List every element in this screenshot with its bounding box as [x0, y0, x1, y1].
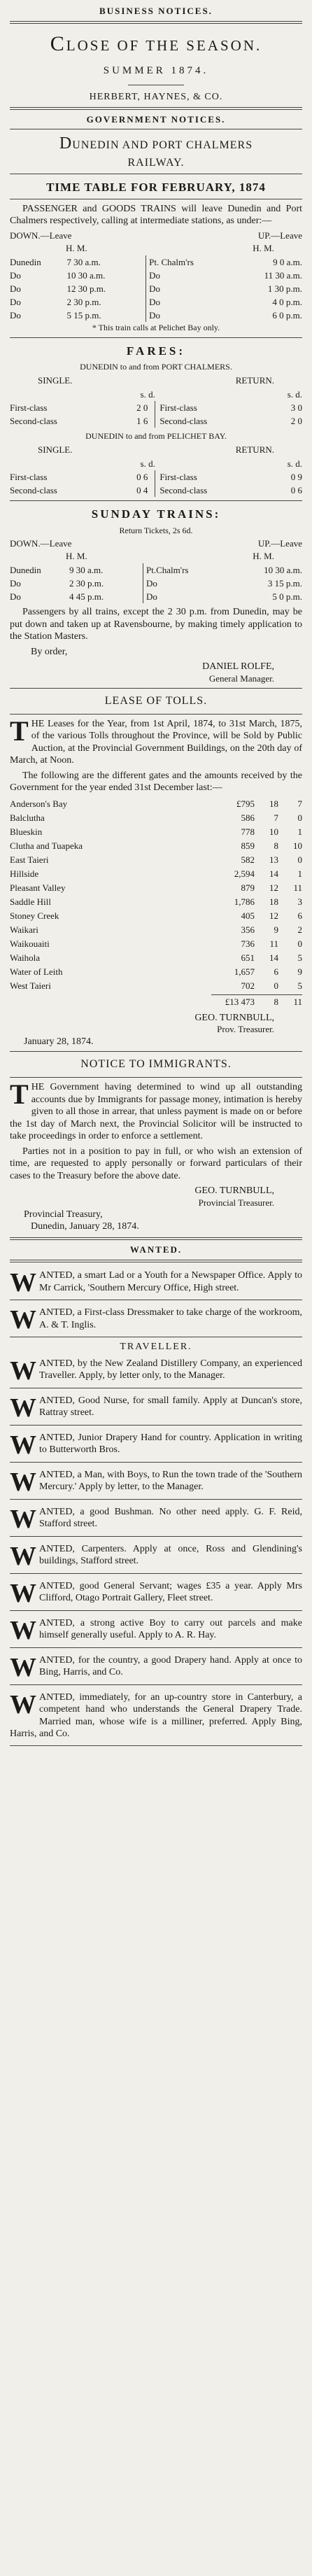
- toll-row: [10, 965, 302, 979]
- fare-class: First-class: [155, 401, 269, 414]
- divider: [10, 21, 302, 24]
- toll-row: [10, 825, 302, 839]
- tolls-text: THE Leases for the Year, from 1st April, 1874, to 31st March, 1875, of the various Tolls throughout the Province, will be Sold by Public Auction, at the Provincial Government Buildings, on the 20th day of March, at Noon.: [10, 715, 302, 766]
- toll-pence: 3: [297, 896, 302, 907]
- wanted-ad: [10, 1355, 302, 1384]
- fares-pelichet: DUNEDIN to and from PELICHET BAY.: [85, 431, 227, 442]
- divider: [10, 1051, 302, 1052]
- divider: [10, 1573, 302, 1574]
- toll-row: [10, 839, 302, 853]
- business-notices-header: BUSINESS NOTICES.: [99, 6, 213, 16]
- toll-pounds: 702: [241, 980, 255, 991]
- wanted-ad-text: ANTED, a Man, with Boys, to Run the town trade of the 'Southern Mercury.' Apply by letter, to the Manager.: [39, 1469, 302, 1492]
- down-time: 2 30 p.m.: [66, 297, 101, 307]
- drop-cap: W: [10, 1268, 36, 1297]
- down-time: 2 30 p.m.: [69, 578, 104, 589]
- toll-pence: 6: [297, 910, 302, 921]
- toll-pounds: 582: [241, 854, 255, 865]
- toll-shillings: 0: [274, 980, 278, 991]
- drop-cap: W: [10, 1615, 36, 1645]
- toll-pounds: 736: [241, 938, 255, 949]
- tolls-table: [10, 797, 302, 993]
- toll-pounds: 2,594: [234, 868, 255, 879]
- toll-row: [10, 923, 302, 937]
- wanted-ad: [10, 1267, 302, 1296]
- fares-row: [10, 401, 302, 414]
- toll-pounds: 879: [241, 882, 255, 893]
- wanted-ad: [10, 1304, 302, 1333]
- toll-pence: 1: [297, 826, 302, 837]
- toll-row: [10, 937, 302, 951]
- timetable-row: [10, 282, 302, 295]
- down-place: Do: [10, 591, 21, 602]
- pelichet-note: * This train calls at Pelichet Bay only.: [92, 323, 220, 332]
- divider: [10, 1237, 302, 1240]
- up-place: Pt.Chalm'rs: [143, 563, 229, 577]
- sunday-timetable: [10, 563, 302, 603]
- toll-pence: 0: [297, 938, 302, 949]
- toll-pounds: 859: [241, 840, 255, 851]
- hm-labels: H. M. H. M.: [66, 550, 274, 561]
- drop-cap: W: [10, 1689, 36, 1719]
- tolls-signer-role: Prov. Treasurer.: [217, 1024, 274, 1035]
- direction-labels: DOWN.—Leave UP.—Leave: [10, 537, 302, 549]
- toll-row: [10, 895, 302, 909]
- toll-pounds: 356: [241, 924, 255, 935]
- toll-pounds: 1,786: [234, 896, 255, 907]
- timetable-title: TIME TABLE FOR FEBRUARY, 1874: [46, 181, 266, 195]
- by-order: By order,: [31, 646, 68, 657]
- fares-port-chalmers: DUNEDIN to and from PORT CHALMERS.: [80, 362, 232, 372]
- toll-pence: 5: [297, 952, 302, 963]
- up-place: Do: [143, 590, 229, 603]
- fares-pc-table: [10, 388, 302, 428]
- immigrants-title: NOTICE TO IMMIGRANTS.: [80, 1058, 232, 1070]
- timetable-row: [10, 269, 302, 282]
- wanted-ad: [10, 1429, 302, 1458]
- down-place: Do: [10, 310, 21, 321]
- fare-single: 0 4: [136, 485, 148, 496]
- wanted-ad: [10, 1577, 302, 1607]
- firm-name: HERBERT, HAYNES, & CO.: [89, 91, 223, 102]
- fare-class: First-class: [10, 472, 48, 483]
- toll-row: [10, 853, 302, 867]
- drop-cap: D: [59, 134, 73, 153]
- divider: [10, 500, 302, 501]
- immigrants-signer-role: Provincial Treasurer.: [198, 1197, 274, 1208]
- toll-gate: Blueskin: [10, 826, 43, 837]
- tolls-total: £13 473 8 11: [225, 996, 302, 1007]
- toll-shillings: 12: [269, 882, 278, 893]
- timetable-intro: PASSENGER and GOODS TRAINS will leave Dunedin and Port Chalmers respectively, calling at intermediate stations, as under:—: [10, 203, 302, 226]
- toll-pounds: 1,657: [234, 966, 255, 977]
- railway-title: DUNEDIN AND PORT CHALMERS: [59, 134, 253, 153]
- drop-cap: C: [50, 32, 66, 56]
- weekday-timetable: [10, 255, 302, 322]
- up-time: 3 15 p.m.: [267, 578, 302, 589]
- timetable-row: [10, 590, 302, 603]
- down-place: Do: [10, 578, 21, 589]
- divider: [10, 1462, 302, 1463]
- immigrants-footer1: Provincial Treasury,: [24, 1209, 103, 1220]
- toll-shillings: 6: [274, 966, 278, 977]
- down-time: 12 30 p.m.: [66, 283, 106, 294]
- season-line: SUMMER 1874.: [103, 64, 209, 76]
- toll-pence: 0: [297, 854, 302, 865]
- divider: [10, 688, 302, 689]
- wanted-ad-text: ANTED, for the country, a good Drapery hand. Apply at once to Bing, Harris, and Co.: [39, 1654, 302, 1677]
- fares-row: [10, 414, 302, 428]
- toll-pence: 11: [293, 882, 302, 893]
- government-notices-header: GOVERNMENT NOTICES.: [86, 114, 226, 125]
- down-time: 5 15 p.m.: [66, 310, 101, 321]
- wanted-ad-text: ANTED, a strong active Boy to carry out parcels and make himself generally useful. Apply to A. R. Hay.: [39, 1617, 302, 1640]
- up-place: Do: [146, 282, 233, 295]
- fare-class: First-class: [155, 470, 269, 484]
- toll-row: [10, 867, 302, 881]
- divider: [10, 1077, 302, 1078]
- up-time: 4 0 p.m.: [272, 297, 302, 307]
- drop-cap: W: [10, 1578, 36, 1608]
- fare-class: Second-class: [10, 485, 57, 496]
- toll-shillings: 8: [274, 840, 278, 851]
- up-place: Do: [146, 309, 233, 322]
- direction-labels: DOWN.—Leave UP.—Leave: [10, 230, 302, 241]
- units: s. d.: [287, 389, 302, 400]
- up-place: Do: [146, 269, 233, 282]
- timetable-row: [10, 255, 302, 269]
- divider: [10, 1425, 302, 1426]
- signer-role: General Manager.: [208, 673, 274, 684]
- immigrants-signer: GEO. TURNBULL,: [194, 1185, 274, 1196]
- wanted-ad-text: ANTED, a First-class Dressmaker to take charge of the workroom, A. & T. Inglis.: [39, 1307, 302, 1330]
- divider: [10, 1684, 302, 1685]
- toll-gate: West Taieri: [10, 980, 51, 991]
- divider: [10, 337, 302, 338]
- toll-shillings: 12: [269, 910, 278, 921]
- wanted-ad-text: ANTED, a smart Lad or a Youth for a Newspaper Office. Apply to Mr Carrick, 'Southern Mercury Office, High street.: [39, 1270, 302, 1293]
- toll-pence: 2: [297, 924, 302, 935]
- up-place: Do: [143, 577, 229, 590]
- units: s. d.: [287, 458, 302, 470]
- divider: [10, 1536, 302, 1537]
- wanted-ad-text: ANTED, immediately, for an up-country store in Canterbury, a competent hand who understands the General Drapery Trade. Married man, whose wife is a milliner, preferred. Apply Bing, Harris, and Co.: [10, 1691, 302, 1739]
- signer-name: DANIEL ROLFE,: [202, 661, 274, 672]
- drop-cap: T: [10, 715, 29, 747]
- toll-gate: Pleasant Valley: [10, 882, 66, 893]
- toll-pounds: 778: [241, 826, 255, 837]
- down-place: Dunedin: [10, 565, 41, 575]
- timetable-row: [10, 309, 302, 322]
- toll-row: [10, 811, 302, 825]
- fares-units-row: [10, 457, 302, 470]
- close-of-season-title: CLOSE OF THE SEASON.: [50, 32, 262, 56]
- toll-row: [10, 979, 302, 993]
- fares-header: SINGLE. RETURN.: [38, 444, 274, 456]
- toll-pence: 5: [297, 980, 302, 991]
- toll-pounds: 651: [241, 952, 255, 963]
- immigrants-text2: Parties not in a position to pay in full, or who wish an extension of time, are requested to apply personally or forward particulars of their cases to the Treasury before the above date.: [10, 1146, 302, 1181]
- sunday-return: Return Tickets, 2s 6d.: [119, 525, 193, 535]
- divider: [10, 1745, 302, 1746]
- down-place: Do: [10, 297, 21, 307]
- toll-shillings: 13: [269, 854, 278, 865]
- up-time: 1 30 p.m.: [267, 283, 302, 294]
- wanted-ad: [10, 1652, 302, 1681]
- fares-pb-table: [10, 457, 302, 497]
- toll-gate: Hillside: [10, 868, 39, 879]
- fare-single: 2 0: [136, 402, 148, 414]
- toll-gate: Anderson's Bay: [10, 798, 68, 809]
- drop-cap: W: [10, 1504, 36, 1534]
- railway-subtitle: RAILWAY.: [127, 157, 185, 169]
- tolls-text2: The following are the different gates and the amounts received by the Government for the year ended 31st December last:—: [10, 770, 302, 794]
- drop-cap: W: [10, 1305, 36, 1335]
- toll-shillings: 11: [269, 938, 278, 949]
- drop-cap: W: [10, 1652, 36, 1682]
- toll-gate: Stoney Creek: [10, 910, 59, 921]
- toll-pounds: 405: [241, 910, 255, 921]
- toll-pence: 7: [297, 798, 302, 809]
- fare-class: Second-class: [155, 484, 269, 497]
- toll-gate: Balclutha: [10, 812, 45, 823]
- toll-shillings: 9: [274, 924, 278, 935]
- timetable-row: [10, 563, 302, 577]
- wanted-ad-text: ANTED, by the New Zealand Distillery Company, an experienced Traveller. Apply, by letter only, to the Manager.: [39, 1358, 302, 1381]
- timetable-row: [10, 577, 302, 590]
- units: s. d.: [140, 458, 155, 470]
- fare-return: 2 0: [290, 416, 302, 427]
- fares-units-row: [10, 388, 302, 401]
- fares-title: FARES:: [126, 344, 186, 358]
- toll-row: [10, 797, 302, 811]
- fare-class: Second-class: [10, 416, 57, 427]
- wanted-ad: [10, 1503, 302, 1533]
- drop-cap: W: [10, 1393, 36, 1423]
- up-time: 9 0 a.m.: [273, 257, 302, 267]
- immigrants-text: THE Government having determined to wind up all outstanding accounts due by Immigrants for passage money, intimation is hereby given to all those in arrear, that unless payment is made on or before the 1st day of March next, the Provincial Solicitor will be instructed to take proceedings in order to enforce a settlement.: [10, 1078, 302, 1141]
- wanted-header: WANTED.: [129, 1244, 183, 1255]
- toll-gate: Clutha and Tuapeka: [10, 840, 83, 851]
- toll-pence: 0: [297, 812, 302, 823]
- wanted-ad-text: ANTED, Carpenters. Apply at once, Ross and Glendining's buildings, Stafford street.: [39, 1543, 302, 1566]
- fares-row: [10, 470, 302, 484]
- fare-return: 0 6: [290, 485, 302, 496]
- divider: [10, 107, 302, 110]
- fare-return: 3 0: [290, 402, 302, 414]
- wanted-ad-text: ANTED, Junior Drapery Hand for country. Application in writing to Butterworth Bros.: [39, 1432, 302, 1455]
- units: s. d.: [140, 389, 155, 400]
- down-time: 4 45 p.m.: [69, 591, 104, 602]
- drop-cap: W: [10, 1541, 36, 1571]
- down-place: Do: [10, 270, 21, 281]
- toll-shillings: 10: [269, 826, 278, 837]
- hm-labels: H. M. H. M.: [66, 242, 274, 253]
- toll-gate: Waihola: [10, 952, 40, 963]
- toll-pounds: 586: [241, 812, 255, 823]
- wanted-ad-text: ANTED, good General Servant; wages £35 a year. Apply Mrs Clifford, Otago Portrait Gallery, Fleet street.: [39, 1580, 302, 1603]
- up-time: 5 0 p.m.: [272, 591, 302, 602]
- divider: [10, 1610, 302, 1611]
- fare-class: First-class: [10, 402, 48, 414]
- divider: [10, 1499, 302, 1500]
- toll-shillings: 7: [274, 812, 278, 823]
- divider: [10, 1647, 302, 1648]
- wanted-ad-text: ANTED, a good Bushman. No other need apply. G. F. Reid, Stafford street.: [39, 1506, 302, 1529]
- toll-gate: Waikouaiti: [10, 938, 50, 949]
- toll-shillings: 18: [269, 896, 278, 907]
- fare-class: Second-class: [155, 414, 269, 428]
- up-time: 10 30 a.m.: [264, 565, 302, 575]
- toll-gate: Water of Leith: [10, 966, 63, 977]
- down-place: Do: [10, 283, 21, 294]
- toll-pence: 1: [297, 868, 302, 879]
- toll-shillings: 18: [269, 798, 278, 809]
- toll-shillings: 14: [269, 952, 278, 963]
- fare-return: 0 9: [290, 472, 302, 483]
- down-place: Dunedin: [10, 257, 41, 267]
- fare-single: 0 6: [136, 472, 148, 483]
- toll-pence: 9: [297, 966, 302, 977]
- toll-gate: Waikari: [10, 924, 38, 935]
- wanted-ad: [10, 1392, 302, 1421]
- wanted-ad: [10, 1689, 302, 1742]
- down-time: 10 30 a.m.: [66, 270, 106, 281]
- up-time: 6 0 p.m.: [272, 310, 302, 321]
- wanted-ad-text: ANTED, Good Nurse, for small family. Apply at Duncan's store, Rattray street.: [39, 1395, 302, 1418]
- down-time: 7 30 a.m.: [66, 257, 101, 267]
- divider: [10, 1260, 302, 1262]
- divider: [10, 714, 302, 715]
- wanted-ad: [10, 1466, 302, 1495]
- drop-cap: W: [10, 1430, 36, 1460]
- toll-shillings: 14: [269, 868, 278, 879]
- wanted-ad: [10, 1614, 302, 1644]
- timetable-row: [10, 295, 302, 309]
- toll-gate: East Taieri: [10, 854, 49, 865]
- fares-row: [10, 484, 302, 497]
- toll-gate: Saddle Hill: [10, 896, 51, 907]
- fare-single: 1 6: [136, 416, 148, 427]
- tolls-signer: GEO. TURNBULL,: [194, 1012, 274, 1023]
- toll-pounds: £795: [236, 798, 255, 809]
- toll-row: [10, 881, 302, 895]
- tolls-date: January 28, 1874.: [24, 1036, 94, 1047]
- tolls-title: LEASE OF TOLLS.: [104, 694, 208, 707]
- toll-row: [10, 951, 302, 965]
- up-time: 11 30 a.m.: [264, 270, 302, 281]
- up-place: Pt. Chalm'rs: [146, 255, 233, 269]
- sunday-title: SUNDAY TRAINS:: [91, 507, 221, 521]
- down-time: 9 30 a.m.: [69, 565, 104, 575]
- toll-row: [10, 909, 302, 923]
- wanted-ads: [10, 1267, 302, 1746]
- immigrants-footer2: Dunedin, January 28, 1874.: [31, 1221, 139, 1232]
- drop-cap: W: [10, 1467, 36, 1497]
- toll-pence: 10: [293, 840, 302, 851]
- wanted-ad: [10, 1540, 302, 1570]
- fares-header: SINGLE. RETURN.: [38, 375, 274, 386]
- up-place: Do: [146, 295, 233, 309]
- drop-cap: T: [10, 1078, 29, 1110]
- luggage-note: Passengers by all trains, except the 2 30 p.m. from Dunedin, may be put down and taken up at Ravensbourne, by making timely application to the Station Masters.: [10, 607, 302, 642]
- traveller-heading: TRAVELLER.: [120, 1342, 192, 1352]
- drop-cap: W: [10, 1356, 36, 1386]
